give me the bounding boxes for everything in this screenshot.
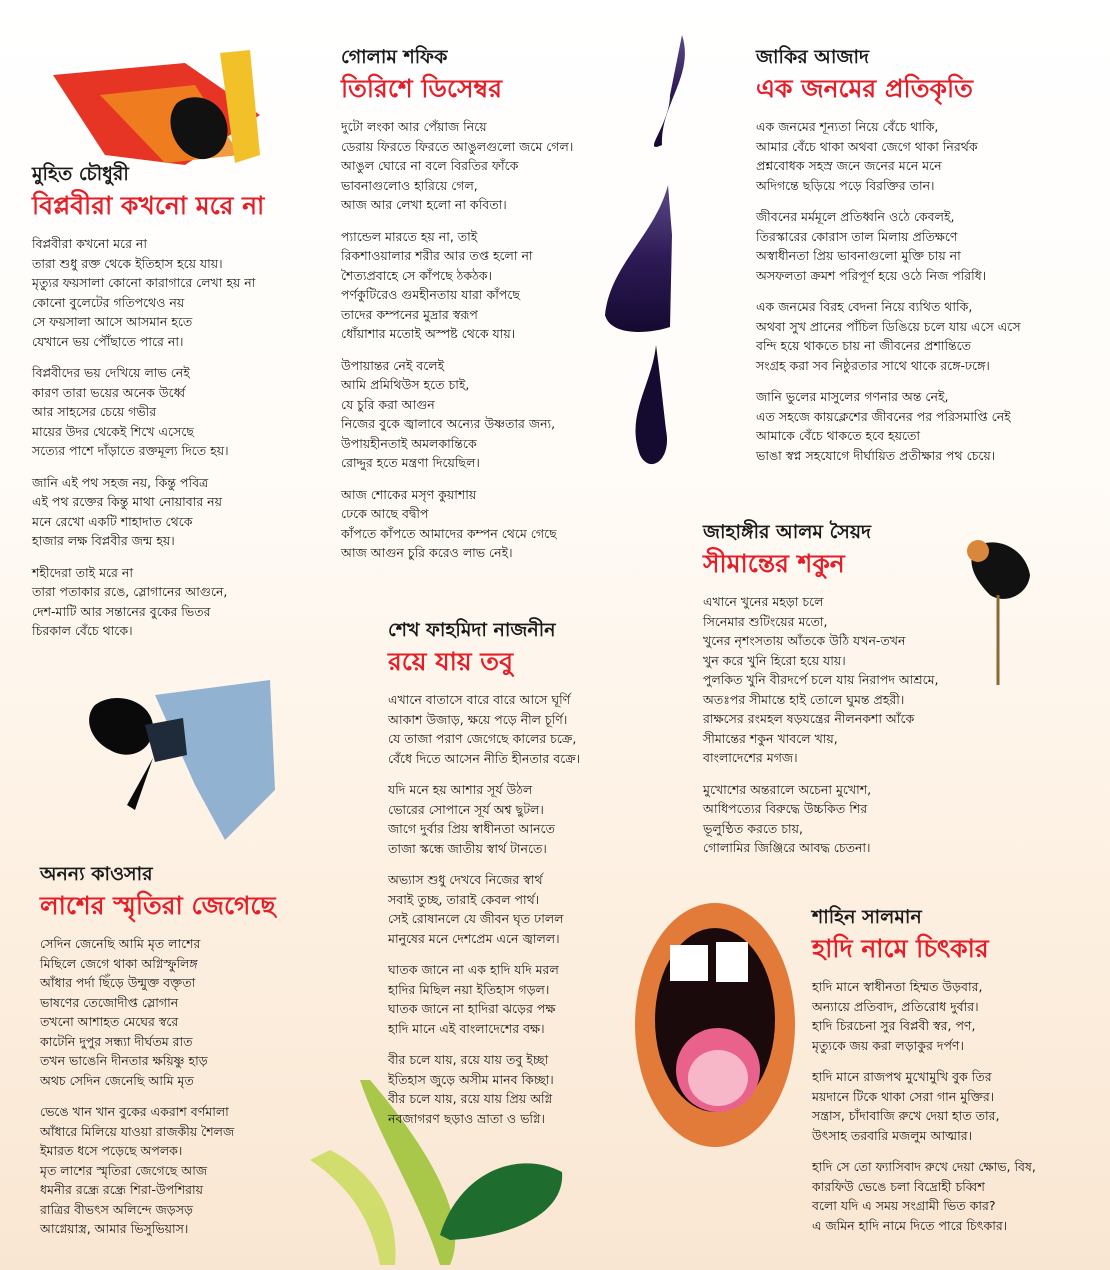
poem-line: তিরস্কারের কোরাস তাল মিলায় প্রতিক্ষণে xyxy=(756,228,958,244)
poem-title: তিরিশে ডিসেম্বর xyxy=(341,74,502,103)
stanza xyxy=(756,207,1021,285)
poem-line: তাদের কম্পনের মুদ্রার স্বরূপ xyxy=(341,306,478,322)
poem-line: আজ আগুন চুরি করেও লাভ নেই। xyxy=(341,545,513,560)
poem-line: গোলামির জিঞ্জিরে আবদ্ধ চেতনা। xyxy=(703,840,871,855)
poem-line: বীর চলে যায়, রয়ে যায় তবু ইচ্ছা xyxy=(388,1052,549,1067)
stanza xyxy=(341,356,573,473)
poem-line: বন্দি হয়ে থাকতে চায় না জীবনের প্রশান্তিতে xyxy=(756,338,972,353)
poem-line: সত্যের পাশে দাঁড়াতে রক্তমূল্য দিতে হয়। xyxy=(32,443,229,458)
poem-line: সেই রোষানলে যে জীবন ঘৃত ঢালল xyxy=(388,911,564,926)
poem-line: ধোঁয়াশার মতোই অস্পষ্ট থেকে যায়। xyxy=(341,326,516,341)
stanza xyxy=(812,977,1036,1055)
poem-line: কাঁপতে কাঁপতে আমাদের কম্পন থেমে গেছে xyxy=(341,525,557,541)
poem-line: হাজার লক্ষ বিপ্লবীর জন্ম হয়। xyxy=(32,533,175,548)
poem-line: ময়দানে টিকে থাকা সেরা গান মুক্তির। xyxy=(812,1088,995,1104)
poem-line: দেশ-মাটি আর সন্তানের বুকের ভিতর xyxy=(32,603,211,619)
poem-line: উৎসাহ তরবারি মজলুম আত্মার। xyxy=(812,1127,973,1143)
poem-line: কারফিউ ভেঙে চলা বিদ্রোহী চব্বিশ xyxy=(812,1178,985,1194)
poem-line: মৃত লাশের স্মৃতিরা জেগেছে আজ xyxy=(40,1162,208,1178)
stanza xyxy=(756,387,1021,465)
poem-author: জাহাঙ্গীর আলম সৈয়দ xyxy=(703,521,871,543)
poem-line: যে চুরি করা আগুন xyxy=(341,396,435,412)
poem-line: মায়ের উদর থেকেই শিখে এসেছে xyxy=(32,423,194,439)
poem-line: বলো যদি এ সময় সংগ্রামী ভিত কার? xyxy=(812,1198,996,1213)
poem-line: আর সাহসের চেয়ে গভীর xyxy=(32,404,157,419)
poem-line: তারা পতাকার রঙে, স্লোগানের আগুনে, xyxy=(32,584,228,599)
stanza xyxy=(32,473,264,551)
stanza xyxy=(32,363,264,461)
poem-title: এক জনমের প্রতিকৃতি xyxy=(756,74,973,103)
poem-shahin xyxy=(812,905,1036,1247)
poem-line: রাত্রির বীভৎস অলিন্দে জড়সড় xyxy=(40,1201,193,1217)
stanza xyxy=(32,234,264,351)
poem-line: পুলকিত খুনি বীরদর্পে চলে যায় নিরাপদ আশ্রমে, xyxy=(703,672,939,687)
poem-line: ঘাতক জানে না হাদিরা ঝড়ের পক্ষ xyxy=(388,1001,556,1016)
poem-line: আগ্নেয়াস্ত্র, আমার ভিসুভিয়াস। xyxy=(40,1221,189,1236)
poem-author: গোলাম শফিক xyxy=(341,46,448,68)
poem-line: সন্ত্রাস, চাঁদাবাজি রুখে দেয়া হাত তার, xyxy=(812,1108,1000,1123)
poem-line: হাদি মানে এই বাংলাদেশের বক্ষ। xyxy=(388,1020,545,1036)
poem-line: সেদিন জেনেছি আমি মৃত লাশের xyxy=(40,936,201,951)
poem-line: আজ আর লেখা হলো না কবিতা। xyxy=(341,197,507,212)
vulture-art xyxy=(950,535,1040,685)
stanza xyxy=(40,934,276,1090)
poem-line: অথবা সুখ প্রানের পাঁচিল ডিঙিয়ে চলে যায় এসে এসে xyxy=(756,318,1021,334)
poem-line: খুন করে খুনি হিরো হয়ে যায়। xyxy=(703,652,846,668)
poem-line: বাংলাদেশের মগজ। xyxy=(703,750,798,765)
poem-line: পর্ণকুটিরেও গুমহীনতায় যারা কাঁপছে xyxy=(341,287,520,302)
poem-line: হাদি সে তো ফ্যাসিবাদ রুখে দেয়া ক্ষোভ, বিষ, xyxy=(812,1159,1036,1174)
poem-jahangir xyxy=(703,520,939,870)
poem-line: ধমনীর রন্ধ্রে রন্ধ্রে শিরা-উপশিরায় xyxy=(40,1182,204,1197)
poem-line: সীমান্তের শকুন খাবলে খায়, xyxy=(703,730,838,746)
poem-body xyxy=(812,977,1036,1235)
poem-fahmida xyxy=(388,618,580,1140)
poem-body xyxy=(40,934,276,1239)
stanza xyxy=(388,870,580,948)
poem-line: মুখোশের অন্তরালে অচেনা মুখোশ, xyxy=(703,781,872,797)
poem-line: আমার বেঁচে থাকা অথবা জেগে থাকা নিরর্থক xyxy=(756,138,978,154)
poem-line: এই পথ রক্তের কিন্তু মাথা নোয়াবার নয় xyxy=(32,494,222,509)
poem-line: মানুষের মনে দেশপ্রেম এনে জ্বালল। xyxy=(388,930,560,946)
poem-line: শহীদেরা তাই মরে না xyxy=(32,564,133,580)
poem-line: ভাবনাগুলোও হারিয়ে গেল, xyxy=(341,177,478,193)
stanza xyxy=(812,1157,1036,1235)
poem-line: যদি মনে হয় আশার সূর্য উঠল xyxy=(388,782,533,797)
stanza xyxy=(341,117,573,215)
poem-title: হাদি নামে চিৎকার xyxy=(812,934,989,963)
poem-author: মুহিত চৌধুরী xyxy=(32,163,129,185)
stanza xyxy=(703,592,939,768)
stanza xyxy=(756,117,1021,195)
poem-title: রয়ে যায় তবু xyxy=(388,647,513,676)
poem-line: হাদির মিছিল নয়া ইতিহাস গড়ল। xyxy=(388,981,550,997)
stanza xyxy=(32,563,264,641)
poem-line: কাটেনি দুপুর সন্ধ্যা দীর্ঘতম রাত xyxy=(40,1033,193,1049)
poem-body xyxy=(756,117,1021,465)
poem-line: তখনো আশাহত মেঘের স্বরে xyxy=(40,1014,179,1029)
poem-line: প্যান্ডেল মারতে হয় না, তাই xyxy=(341,228,478,244)
poem-line: সে ফয়সালা আসে আসমান হতে xyxy=(32,314,193,329)
poem-line: শৈত্যপ্রবাহে সে কাঁপছে ঠকঠক। xyxy=(341,267,492,283)
poem-author: শেখ ফাহমিদা নাজনীন xyxy=(388,619,556,641)
poem-line: তাজা স্কন্ধে জাতীয় স্বার্থ টানতে। xyxy=(388,840,547,856)
poem-body xyxy=(388,690,580,1128)
poem-line: আঙুল ঘোরে না বলে বিরতির ফাঁকে xyxy=(341,158,519,173)
poem-line: এখানে বাতাসে বারে বারে আসে ঘূর্ণি xyxy=(388,692,571,707)
poem-line: অদিগন্তে ছড়িয়ে পড়ে বিরক্তির তান। xyxy=(756,177,935,193)
poem-line: ভূলুণ্ঠিত করতে চায়, xyxy=(703,820,803,836)
poem-line: আজ শোকের মসৃণ কুয়াশায় xyxy=(341,486,477,502)
poem-line: তারা শুধু রক্ত থেকে ইতিহাস হয়ে যায়। xyxy=(32,255,223,271)
poem-line: ভেঙে খান খান বুকের একরাশ বর্ণমালা xyxy=(40,1104,229,1119)
poem-line: মৃত্যুকে জয় করা লড়াকুর দর্পণ। xyxy=(812,1037,964,1053)
poem-line: অসফলতা ক্রমশ পরিপূর্ণ হয়ে ওঠে নিজ পরিধি। xyxy=(756,267,987,283)
poem-line: উপায়ান্তর নেই বলেই xyxy=(341,357,445,373)
poem-line: হাদি চিরচেনা সুর বিপ্লবী স্বর, পণ, xyxy=(812,1018,976,1033)
poem-line: অতঃপর সীমান্তে হাই তোলে ঘুমন্ত প্রহরী। xyxy=(703,691,905,707)
poem-line: মনে রেখো একটি শাহাদাত থেকে xyxy=(32,513,193,529)
poem-line: ভোরের সোপানে সূর্য অশ্ব ছুটল। xyxy=(388,801,544,817)
stanza xyxy=(40,1102,276,1239)
poem-title: লাশের স্মৃতিরা জেগেছে xyxy=(40,891,276,920)
stanza xyxy=(388,960,580,1038)
poem-line: আঁধার পর্দা ছিঁড়ে উন্মুক্ত বক্তৃতা xyxy=(40,975,196,990)
poem-line: রাক্ষসের রংমহল ষড়যন্ত্রের নীলনকশা আঁকে xyxy=(703,711,915,726)
poem-golam xyxy=(341,45,573,575)
poem-line: হাদি মানে রাজপথ মুখোমুখি বুক তির xyxy=(812,1069,992,1084)
poem-line: ডেরায় ফিরতে ফিরতে আঙুলগুলো জমে গেল। xyxy=(341,138,574,154)
poem-line: মৃত্যুর ফয়সালা কোনো কারাগারে লেখা হয় না xyxy=(32,275,256,290)
poem-line: সংগ্রহ করা সব নিষ্ঠুরতার সাথে থাকে রঙ্গে-ঢঙ্গে। xyxy=(756,357,990,373)
poem-line: এখানে খুনের মহড়া চলে xyxy=(703,594,824,609)
stanza xyxy=(388,1050,580,1128)
poem-ananya xyxy=(40,862,276,1251)
poem-line: আধিপত্যের বিরুদ্ধে উচ্চকিত শির xyxy=(703,801,868,816)
screaming-mouth-art xyxy=(630,900,800,1155)
poem-line: তখন ভাঙেনি দীনতার ক্ষয়িষ্ণু হাড় xyxy=(40,1053,208,1068)
stanza xyxy=(388,780,580,858)
poem-line: দুটো লংকা আর পেঁয়াজ নিয়ে xyxy=(341,119,487,134)
poem-line: ইমারত ধসে পড়েছে অপলক। xyxy=(40,1143,183,1158)
poem-line: আকাশ উজাড়, ক্ষয়ে পড়ে নীল চূর্ণি। xyxy=(388,711,568,727)
poem-author: অনন্য কাওসার xyxy=(40,863,153,885)
poem-line: নিজের বুকে জ্বালাবে অন্যের উষ্ণতার জন্য, xyxy=(341,416,556,431)
poem-line: নবজাগরণ ছড়াও ভ্রাতা ও ভগ্নি। xyxy=(388,1110,545,1126)
poem-line: রিকশাওয়ালার শরীর আর তপ্ত হলো না xyxy=(341,248,533,263)
dark-blade-art xyxy=(600,35,715,475)
poem-line: যেখানে ভয় পৌঁছাতে পারে না। xyxy=(32,333,184,349)
poem-line: ইতিহাস জুড়ে অসীম মানব কিচ্ছা। xyxy=(388,1071,554,1087)
poem-line: জানি ভুলের মাসুলের গণনার অন্ত নেই, xyxy=(756,389,949,404)
poem-line: বিপ্লবীদের ভয় দেখিয়ে লাভ নেই xyxy=(32,365,190,380)
poem-body xyxy=(703,592,939,858)
poem-line: সবাই তুচ্ছ, তারাই কেবল পার্থ। xyxy=(388,891,540,907)
poem-line: বীর চলে যায়, রয়ে যায় প্রিয় অগ্নি xyxy=(388,1091,553,1106)
poem-line: প্রশ্নবোধক সহস্র জনে জনের মনে মনে xyxy=(756,158,942,173)
poem-line: এত সহজে কায়ক্লেশের জীবনের পর পরিসমাপ্তি নেই xyxy=(756,408,1011,424)
poem-line: কারণ তারা ভয়ের অনেক উর্ধ্বে xyxy=(32,384,186,400)
poem-line: আঁধারে মিলিয়ে যাওয়া রাজকীয় শৈলজ xyxy=(40,1123,235,1139)
poem-line: রোদ্দুর হতে মন্ত্রণা দিয়েছিল। xyxy=(341,455,480,470)
poem-line: আমি প্রমিথিউস হতে চাই, xyxy=(341,377,470,392)
poem-line: বিপ্লবীরা কখনো মরে না xyxy=(32,236,148,251)
crouching-figure-art xyxy=(75,670,280,850)
poem-line: কোনো বুলেটের গতিপথেও নয় xyxy=(32,294,185,310)
poem-title: সীমান্তের শকুন xyxy=(703,549,845,578)
poem-line: ভাঙা স্বপ্ন সহযোগে দীর্ঘায়িত প্রতীক্ষার পথ চেয়ে। xyxy=(756,447,996,463)
stanza xyxy=(756,297,1021,375)
poem-muhit xyxy=(32,162,264,653)
brush-stroke-art xyxy=(45,45,270,175)
poem-line: ঢেকে আছে বদ্বীপ xyxy=(341,506,429,521)
poem-line: জীবনের মর্মমূলে প্রতিধ্বনি ওঠে কেবলই, xyxy=(756,209,955,224)
stanza xyxy=(812,1067,1036,1145)
poem-line: বেঁধে দিতে আসেন নীতি হীনতার বক্রে। xyxy=(388,750,581,766)
poem-line: আমাকে বেঁচে থাকতে হবে হয়তো xyxy=(756,428,920,443)
poem-author: জাকির আজাদ xyxy=(756,46,869,68)
poem-line: হাদি মানে স্বাধীনতা হিম্মত উড়বার, xyxy=(812,979,983,994)
stanza xyxy=(388,690,580,768)
poem-line: যে তাজা পরাণ জেগেছে কালের চক্রে, xyxy=(388,731,577,746)
poem-zakir xyxy=(756,45,1021,477)
poem-line: উপায়হীনতাই অমলকান্তিকে xyxy=(341,435,477,451)
poem-line: মিছিলে জেগে থাকা অগ্নিস্ফুলিঙ্গ xyxy=(40,955,198,971)
poem-line: ঘাতক জানে না এক হাদি যদি মরল xyxy=(388,962,559,977)
poem-line: জাগে দুর্বার প্রিয় স্বাধীনতা আনতে xyxy=(388,821,555,836)
stanza xyxy=(341,227,573,344)
stanza xyxy=(703,780,939,858)
poem-line: খুনের নৃশংসতায় আঁতকে উঠি যখন-তখন xyxy=(703,633,906,648)
poem-body xyxy=(32,234,264,641)
poem-title: বিপ্লবীরা কখনো মরে না xyxy=(32,191,265,220)
poem-line: জানি এই পথ সহজ নয়, কিন্তু পবিত্র xyxy=(32,474,209,490)
poem-author: শাহিন সালমান xyxy=(812,906,922,928)
poem-line: সিনেমার শুটিংয়ের মতো, xyxy=(703,613,828,629)
poem-line: এক জনমের বিরহ বেদনা নিয়ে ব্যথিত থাকি, xyxy=(756,299,973,314)
poem-body xyxy=(341,117,573,563)
poem-line: অন্যায়ে প্রতিবাদ, প্রতিরোধ দুর্বার। xyxy=(812,998,979,1014)
poem-line: ভাষণের তেজোদীপ্ত স্লোগান xyxy=(40,994,179,1010)
stanza xyxy=(341,485,573,563)
poem-line: এ জমিন হাদি নামে দিতে পারে চিৎকার। xyxy=(812,1217,1008,1233)
poem-line: অস্বাধীনতা প্রিয় ভাবনাগুলো মুক্তি চায় না xyxy=(756,248,961,263)
poem-line: অভ্যাস শুধু দেখবে নিজের স্বার্থ xyxy=(388,872,543,887)
poem-line: এক জনমের শূন্যতা নিয়ে বেঁচে থাকি, xyxy=(756,119,939,134)
poem-line: চিরকাল বেঁচে থাকে। xyxy=(32,623,133,638)
poem-line: অথচ সেদিন জেনেছি আমি মৃত xyxy=(40,1072,194,1088)
